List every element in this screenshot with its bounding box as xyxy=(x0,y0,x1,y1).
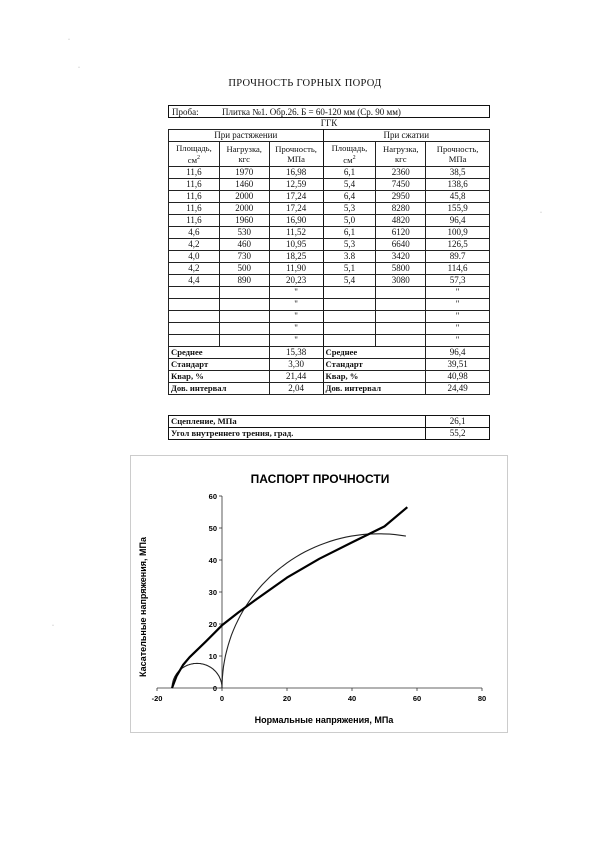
strength-passport-chart xyxy=(130,455,508,733)
table-cell: 10,95 xyxy=(269,239,323,251)
table-cell xyxy=(323,287,376,299)
friction-value: 55,2 xyxy=(426,428,490,440)
column-header: Нагрузка, кгс xyxy=(376,142,426,167)
table-cell: 57,3 xyxy=(426,275,490,287)
x-axis-label: Нормальные напряжения, МПа xyxy=(254,715,394,725)
table-cell: 530 xyxy=(219,227,269,239)
table-cell: " xyxy=(269,311,323,323)
friction-label: Угол внутреннего трения, град. xyxy=(169,428,426,440)
table-cell xyxy=(376,335,426,347)
table-cell: 730 xyxy=(219,251,269,263)
table-cell: 5,0 xyxy=(323,215,376,227)
compression-group-header: При сжатии xyxy=(323,130,489,142)
table-cell: 5,1 xyxy=(323,263,376,275)
table-row xyxy=(169,167,490,179)
stat-value: 15,38 xyxy=(269,347,323,359)
table-cell: 500 xyxy=(219,263,269,275)
stat-label: Среднее xyxy=(169,347,270,359)
scan-dot: · xyxy=(540,210,542,216)
table-row xyxy=(169,323,490,335)
stat-value: 40,98 xyxy=(426,371,490,383)
stat-value: 24,49 xyxy=(426,383,490,395)
summary-table xyxy=(168,415,490,440)
table-cell: 45,8 xyxy=(426,191,490,203)
table-cell: " xyxy=(426,323,490,335)
scan-dot: · xyxy=(78,65,80,71)
stat-label: Дов. интервал xyxy=(323,383,426,395)
stat-value: 3,30 xyxy=(269,359,323,371)
table-cell xyxy=(323,335,376,347)
stat-row xyxy=(169,371,490,383)
table-cell: 4,6 xyxy=(169,227,220,239)
table-cell xyxy=(323,311,376,323)
table-cell xyxy=(219,323,269,335)
table-cell xyxy=(169,287,220,299)
cohesion-value: 26,1 xyxy=(426,416,490,428)
table-cell: 11,6 xyxy=(169,179,220,191)
table-cell: 17,24 xyxy=(269,191,323,203)
table-cell: 89.7 xyxy=(426,251,490,263)
y-tick-label: 10 xyxy=(208,652,217,661)
y-tick-label: 60 xyxy=(208,492,217,501)
table-cell: 11,90 xyxy=(269,263,323,275)
table-cell: 16,90 xyxy=(269,215,323,227)
table-cell: " xyxy=(426,311,490,323)
table-cell xyxy=(219,335,269,347)
table-cell: 3420 xyxy=(376,251,426,263)
table-cell: 12,59 xyxy=(269,179,323,191)
column-header: Площадь, $см^2$ xyxy=(323,142,376,167)
table-cell xyxy=(323,323,376,335)
y-tick-label: 0 xyxy=(212,684,217,693)
sample-row xyxy=(168,105,490,118)
table-cell xyxy=(376,299,426,311)
table-cell: 6640 xyxy=(376,239,426,251)
table-cell: 3080 xyxy=(376,275,426,287)
table-row xyxy=(169,263,490,275)
column-header: Прочность, МПа xyxy=(426,142,490,167)
x-tick-label: 0 xyxy=(219,694,225,703)
table-cell: 11,6 xyxy=(169,167,220,179)
table-cell: 890 xyxy=(219,275,269,287)
scan-dot: · xyxy=(52,623,54,629)
stat-label: Квар, % xyxy=(169,371,270,383)
table-cell xyxy=(219,311,269,323)
x-tick-label: 80 xyxy=(477,694,487,703)
y-tick-label: 30 xyxy=(208,588,217,597)
x-tick-label: 40 xyxy=(347,694,357,703)
table-cell xyxy=(219,287,269,299)
table-cell: 96,4 xyxy=(426,215,490,227)
stat-row xyxy=(169,359,490,371)
table-cell: 17,24 xyxy=(269,203,323,215)
table-cell: 6,1 xyxy=(323,167,376,179)
table-cell: 38,5 xyxy=(426,167,490,179)
table-row xyxy=(169,311,490,323)
tension-group-header: При растяжении xyxy=(169,130,324,142)
table-cell: " xyxy=(426,299,490,311)
table-row xyxy=(169,191,490,203)
stat-label: Стандарт xyxy=(323,359,426,371)
stat-label: Дов. интервал xyxy=(169,383,270,395)
table-cell: 155,9 xyxy=(426,203,490,215)
table-row xyxy=(169,251,490,263)
y-tick-label: 50 xyxy=(208,524,217,533)
table-cell: 16,98 xyxy=(269,167,323,179)
stat-value: 39,51 xyxy=(426,359,490,371)
y-tick-label: 20 xyxy=(208,620,217,629)
scan-dot: · xyxy=(68,37,70,43)
table-cell: 3.8 xyxy=(323,251,376,263)
table-cell: " xyxy=(426,287,490,299)
stat-row xyxy=(169,383,490,395)
table-cell xyxy=(169,311,220,323)
table-cell: 20,23 xyxy=(269,275,323,287)
table-cell: 5800 xyxy=(376,263,426,275)
table-row xyxy=(169,203,490,215)
table-cell xyxy=(323,299,376,311)
table-cell: 2000 xyxy=(219,191,269,203)
sample-value: Плитка №1. Обр.26. Б = 60-120 мм (Ср. 90 мм) xyxy=(222,106,401,117)
stat-value: 2,04 xyxy=(269,383,323,395)
table-row xyxy=(169,215,490,227)
stat-label: Квар, % xyxy=(323,371,426,383)
strength-table xyxy=(168,129,490,395)
table-cell: 6,4 xyxy=(323,191,376,203)
table-cell: 138,6 xyxy=(426,179,490,191)
column-header: Площадь, $см^2$ xyxy=(169,142,220,167)
table-cell: 1460 xyxy=(219,179,269,191)
table-cell xyxy=(219,299,269,311)
table-cell: 11,6 xyxy=(169,203,220,215)
table-cell: 6120 xyxy=(376,227,426,239)
table-cell xyxy=(376,323,426,335)
column-header: Прочность, МПа xyxy=(269,142,323,167)
table-cell: 4,2 xyxy=(169,239,220,251)
table-cell: " xyxy=(269,335,323,347)
column-header: Нагрузка, кгс xyxy=(219,142,269,167)
table-row xyxy=(169,227,490,239)
table-cell: 114,6 xyxy=(426,263,490,275)
x-tick-label: 20 xyxy=(282,694,292,703)
table-cell: 460 xyxy=(219,239,269,251)
stat-row xyxy=(169,347,490,359)
table-cell xyxy=(169,299,220,311)
table-cell xyxy=(169,335,220,347)
table-cell: 2950 xyxy=(376,191,426,203)
chart-title: ПАСПОРТ ПРОЧНОСТИ xyxy=(250,472,390,486)
stat-value: 96,4 xyxy=(426,347,490,359)
table-cell: 5,4 xyxy=(323,179,376,191)
table-cell: 18,25 xyxy=(269,251,323,263)
stat-label: Стандарт xyxy=(169,359,270,371)
sample-label: Проба: xyxy=(172,106,199,117)
section-label: ГГК xyxy=(320,118,338,128)
table-row xyxy=(169,335,490,347)
y-axis-label: Касательные напряжения, МПа xyxy=(138,537,148,677)
stat-label: Среднее xyxy=(323,347,426,359)
table-cell xyxy=(376,311,426,323)
table-cell: 2360 xyxy=(376,167,426,179)
table-cell: 4,4 xyxy=(169,275,220,287)
table-cell: 8280 xyxy=(376,203,426,215)
table-cell: 4,0 xyxy=(169,251,220,263)
table-cell: " xyxy=(269,299,323,311)
table-cell: 11,6 xyxy=(169,191,220,203)
table-cell: 11,6 xyxy=(169,215,220,227)
table-row xyxy=(169,179,490,191)
table-cell: " xyxy=(426,335,490,347)
table-cell: " xyxy=(269,323,323,335)
table-cell: 2000 xyxy=(219,203,269,215)
y-tick-label: 40 xyxy=(208,556,217,565)
cohesion-label: Сцепление, МПа xyxy=(169,416,426,428)
table-cell: 1970 xyxy=(219,167,269,179)
table-cell: 5,3 xyxy=(323,239,376,251)
table-cell: 4820 xyxy=(376,215,426,227)
table-cell: 100,9 xyxy=(426,227,490,239)
x-tick-label: 60 xyxy=(412,694,422,703)
table-cell: 126,5 xyxy=(426,239,490,251)
table-cell xyxy=(169,323,220,335)
table-cell: 5,3 xyxy=(323,203,376,215)
table-row xyxy=(169,239,490,251)
table-cell: 6,1 xyxy=(323,227,376,239)
table-cell: 7450 xyxy=(376,179,426,191)
table-cell xyxy=(376,287,426,299)
table-cell: 1960 xyxy=(219,215,269,227)
chart-svg xyxy=(130,455,508,733)
table-cell: 4,2 xyxy=(169,263,220,275)
stat-value: 21,44 xyxy=(269,371,323,383)
table-row xyxy=(169,299,490,311)
table-cell: " xyxy=(269,287,323,299)
table-cell: 11,52 xyxy=(269,227,323,239)
table-row xyxy=(169,287,490,299)
table-row xyxy=(169,275,490,287)
table-cell: 5,4 xyxy=(323,275,376,287)
x-tick-label: -20 xyxy=(151,694,163,703)
page-title: ПРОЧНОСТЬ ГОРНЫХ ПОРОД xyxy=(228,78,382,89)
